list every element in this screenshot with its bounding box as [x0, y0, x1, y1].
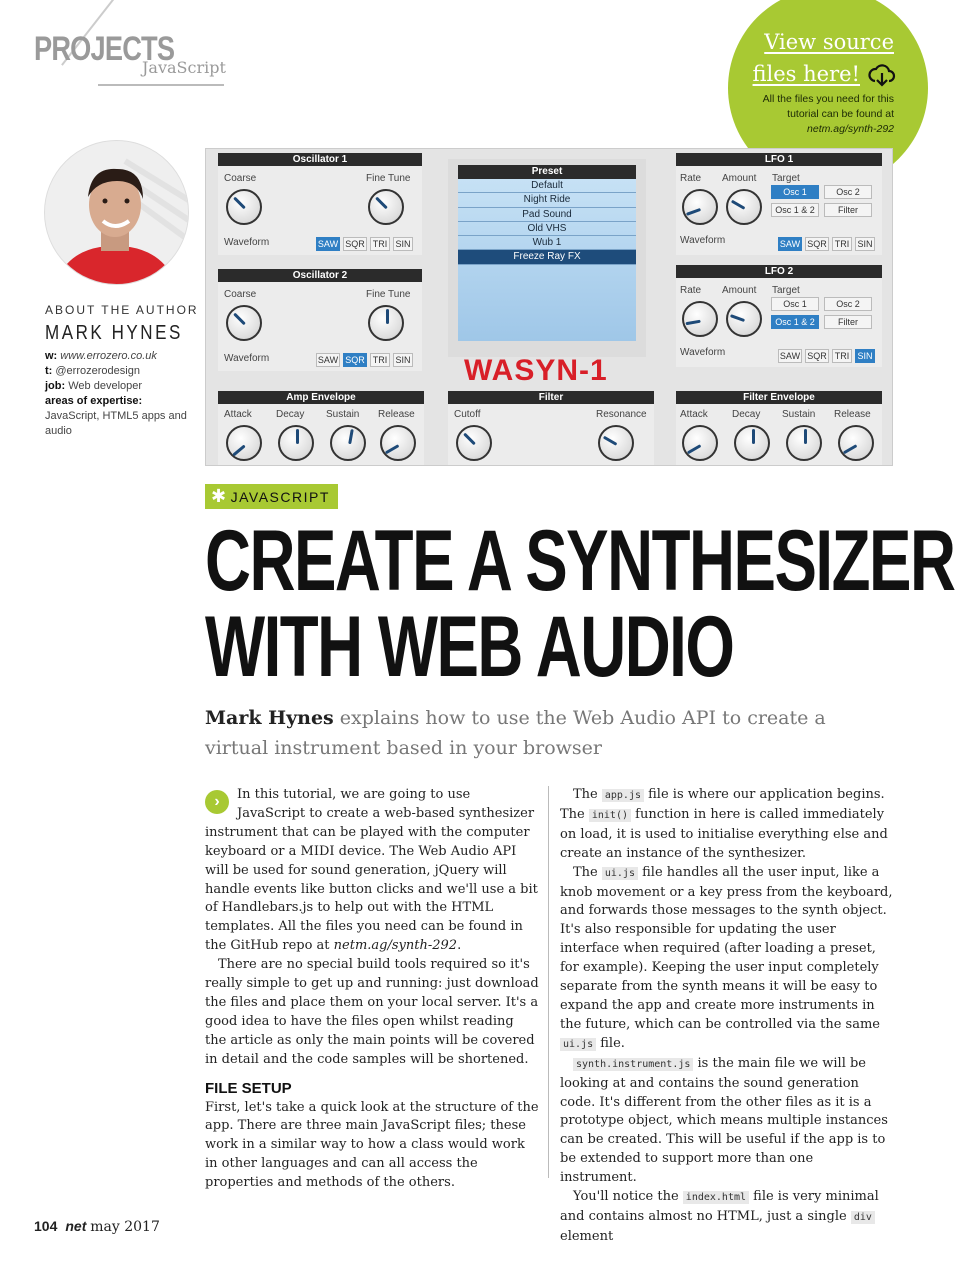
- panel-title: Filter: [448, 391, 654, 404]
- code-snippet: div: [851, 1211, 875, 1224]
- preset-item[interactable]: Wub 1: [458, 236, 636, 250]
- decay-label: Decay: [732, 409, 761, 420]
- paragraph: There are no special build tools required so it's really simple to get up and running: just download the files and place them on your local server. It's a good idea to have the files open whilst reading the article as only the main points will be covered in detail and the code samples will be shortened.: [205, 957, 539, 1067]
- filter-envelope-panel: [676, 391, 882, 465]
- rate-knob[interactable]: [682, 189, 718, 225]
- target-label: Target: [772, 285, 800, 296]
- sustain-knob[interactable]: [786, 425, 822, 461]
- wave-sqr-button[interactable]: SQR: [343, 353, 367, 367]
- expertise-label: areas of expertise:: [45, 395, 143, 407]
- preset-panel: [448, 159, 646, 357]
- wave-sqr-button[interactable]: SQR: [343, 237, 367, 251]
- oscillator-2-panel: [218, 269, 422, 371]
- author-twitter[interactable]: @errozerodesign: [55, 365, 140, 377]
- magazine-name: net: [65, 1218, 87, 1234]
- amount-knob[interactable]: [726, 189, 762, 225]
- fine-tune-knob[interactable]: [368, 189, 404, 225]
- wave-sin-button[interactable]: SIN: [393, 237, 413, 251]
- release-knob[interactable]: [380, 425, 416, 461]
- target-label: Target: [772, 173, 800, 184]
- repo-link[interactable]: netm.ag/synth-292: [333, 938, 458, 954]
- code-snippet: init(): [589, 809, 631, 822]
- page-footer: [34, 1218, 160, 1235]
- web-label: w:: [45, 350, 58, 362]
- section-rule: [98, 84, 224, 86]
- resonance-label: Resonance: [596, 409, 647, 420]
- synth-logo: WASYN-1: [464, 354, 608, 387]
- issue-date: may 2017: [90, 1219, 160, 1235]
- target-filter-button[interactable]: Filter: [824, 203, 872, 217]
- twitter-label: t:: [45, 365, 53, 377]
- wave-tri-button[interactable]: TRI: [832, 237, 852, 251]
- sustain-knob[interactable]: [330, 425, 366, 461]
- article-headline: [205, 513, 955, 695]
- waveform-label: Waveform: [224, 237, 270, 248]
- preset-item[interactable]: Pad Sound: [458, 208, 636, 222]
- author-details: [45, 349, 195, 439]
- coarse-knob[interactable]: [226, 189, 262, 225]
- release-label: Release: [378, 409, 415, 420]
- category-tag-label: JAVASCRIPT: [230, 489, 330, 505]
- cutoff-label: Cutoff: [454, 409, 481, 420]
- wave-saw-button[interactable]: SAW: [317, 355, 339, 365]
- wave-sin-button[interactable]: SIN: [855, 237, 875, 251]
- callout-note: [744, 92, 894, 137]
- author-avatar: [44, 140, 189, 285]
- preset-item[interactable]: Default: [458, 179, 636, 193]
- waveform-label: Waveform: [680, 347, 726, 358]
- release-knob[interactable]: [838, 425, 874, 461]
- fine-tune-label: Fine Tune: [366, 173, 411, 184]
- panel-title: Filter Envelope: [676, 391, 882, 404]
- amount-knob[interactable]: [726, 301, 762, 337]
- wave-saw-button[interactable]: SAW: [317, 239, 339, 249]
- rate-label: Rate: [680, 173, 702, 184]
- body-column-1: [205, 786, 539, 1193]
- attack-knob[interactable]: [682, 425, 718, 461]
- code-snippet: app.js: [602, 789, 644, 802]
- attack-knob[interactable]: [226, 425, 262, 461]
- wave-saw-button[interactable]: SAW: [779, 239, 801, 249]
- code-snippet: ui.js: [560, 1038, 596, 1051]
- wave-sin-button[interactable]: SIN: [393, 353, 413, 367]
- code-snippet: index.html: [683, 1191, 749, 1204]
- job-label: job:: [45, 380, 66, 392]
- column-divider: [548, 786, 549, 1178]
- target-osc2-button[interactable]: Osc 2: [824, 185, 872, 199]
- wave-sqr-button[interactable]: SQR: [805, 349, 829, 363]
- amp-envelope-panel: [218, 391, 424, 465]
- download-cloud-icon[interactable]: [868, 62, 896, 88]
- callout-link[interactable]: netm.ag/synth-292: [807, 123, 894, 135]
- wave-tri-button[interactable]: TRI: [832, 349, 852, 363]
- panel-title: Oscillator 1: [218, 153, 422, 166]
- target-osc1-button[interactable]: Osc 1: [771, 185, 819, 199]
- wave-sqr-button[interactable]: SQR: [805, 237, 829, 251]
- coarse-label: Coarse: [224, 173, 257, 184]
- wave-saw-button[interactable]: SAW: [779, 351, 801, 361]
- paragraph: The app.js file is where our application begins. The init() function in here is called immediately on load, it is used to initialise everything else and create an instance of the synthesizer.: [560, 787, 888, 861]
- preset-item[interactable]: Night Ride: [458, 193, 636, 207]
- decay-knob[interactable]: [734, 425, 770, 461]
- synth-screenshot: [205, 148, 893, 466]
- decay-knob[interactable]: [278, 425, 314, 461]
- coarse-label: Coarse: [224, 289, 257, 300]
- preset-item-selected[interactable]: Freeze Ray FX: [458, 250, 636, 264]
- target-osc12-button[interactable]: Osc 1 & 2: [771, 203, 819, 217]
- callout-note-text: All the files you need for this tutorial can be found at: [762, 93, 894, 120]
- wave-tri-button[interactable]: TRI: [370, 237, 390, 251]
- panel-title: LFO 2: [676, 265, 882, 278]
- rate-label: Rate: [680, 285, 702, 296]
- page-number: 104: [34, 1218, 58, 1234]
- chevron-right-icon: ›: [205, 790, 229, 814]
- preset-list: [458, 179, 636, 341]
- decay-label: Decay: [276, 409, 305, 420]
- about-author-label: ABOUT THE AUTHOR: [45, 303, 199, 317]
- author-job: Web developer: [68, 380, 143, 392]
- section-topic: JavaScript: [142, 58, 226, 77]
- waveform-label: Waveform: [680, 235, 726, 246]
- paragraph: First, let's take a quick look at the structure of the app. There are three main JavaScript files; these work in a similar way to how a class would work in other languages and can all access the properties and methods of the others.: [205, 1099, 539, 1191]
- lfo-2-panel: [676, 265, 882, 367]
- paragraph: You'll notice the index.html file is very minimal and contains almost no HTML, just a single div element: [560, 1189, 879, 1244]
- attack-label: Attack: [680, 409, 708, 420]
- star-icon: ✱: [211, 486, 228, 506]
- body-column-2: [560, 786, 894, 1247]
- category-tag: [205, 484, 338, 509]
- amount-label: Amount: [722, 173, 757, 184]
- fine-tune-knob[interactable]: [368, 305, 404, 341]
- standfirst-author: Mark Hynes: [205, 707, 334, 729]
- panel-title: LFO 1: [676, 153, 882, 166]
- target-osc2-button[interactable]: Osc 2: [824, 297, 872, 311]
- rate-knob[interactable]: [682, 301, 718, 337]
- subheading: FILE SETUP: [205, 1079, 292, 1097]
- code-snippet: ui.js: [602, 867, 638, 880]
- headline-line-1: CREATE A SYNTHESIZER: [205, 513, 955, 609]
- resonance-knob[interactable]: [598, 425, 634, 461]
- fine-tune-label: Fine Tune: [366, 289, 411, 300]
- section-label: PROJECTS: [34, 30, 175, 68]
- sustain-label: Sustain: [782, 409, 816, 420]
- author-website[interactable]: www.errozero.co.uk: [60, 350, 157, 362]
- wave-sin-button[interactable]: SIN: [855, 349, 875, 363]
- author-expertise: JavaScript, HTML5 apps and audio: [45, 410, 187, 437]
- target-filter-button[interactable]: Filter: [824, 315, 872, 329]
- amount-label: Amount: [722, 285, 757, 296]
- attack-label: Attack: [224, 409, 252, 420]
- headline-line-2: WITH WEB AUDIO: [205, 599, 734, 695]
- callout-line-2[interactable]: files here!: [752, 62, 860, 86]
- code-snippet: synth.instrument.js: [573, 1058, 693, 1071]
- panel-title: Oscillator 2: [218, 269, 422, 282]
- target-osc1-button[interactable]: Osc 1: [771, 297, 819, 311]
- panel-title: Amp Envelope: [218, 391, 424, 404]
- preset-item[interactable]: Old VHS: [458, 222, 636, 236]
- paragraph: synth.instrument.js is the main file we will be looking at and contains the sound generation code. It's different from the other files as it is a prototype object, which means multiple instances can be created. This will be useful if the app is to be extended to support more than one instrument.: [560, 1055, 888, 1186]
- lfo-1-panel: [676, 153, 882, 255]
- waveform-label: Waveform: [224, 353, 270, 364]
- standfirst: [205, 703, 845, 763]
- release-label: Release: [834, 409, 871, 420]
- oscillator-1-panel: [218, 153, 422, 255]
- author-name: MARK HYNES: [45, 322, 183, 344]
- callout-line-1[interactable]: View source: [764, 30, 894, 54]
- sustain-label: Sustain: [326, 409, 360, 420]
- preset-title: Preset: [458, 165, 636, 179]
- filter-panel: [448, 391, 654, 465]
- standfirst-text: explains how to use the Web Audio API to create a virtual instrument based in your browser: [205, 707, 826, 759]
- cutoff-knob[interactable]: [456, 425, 492, 461]
- coarse-knob[interactable]: [226, 305, 262, 341]
- paragraph: The ui.js file handles all the user input, like a knob movement or a key press from the keyboard, and forwards those messages to the synth object. It's also responsible for updating the user interface when required (after loading a preset, for example). Keeping the user input completely separate from the synth means it will be easy to expand the app and create more instruments in the future, which can be controlled via the same ui.js file.: [560, 864, 893, 1051]
- target-osc12-button[interactable]: Osc 1 & 2: [771, 315, 819, 329]
- wave-tri-button[interactable]: TRI: [370, 353, 390, 367]
- paragraph: › In this tutorial, we are going to use JavaScript to create a web-based synthesizer instrument that can be played with the computer keyboard or a MIDI device. The Web Audio API will be used for sound generation, jQuery will handle events like button clicks and we'll use a bit of Handlebars.js to help out with the HTML templates. All the files you need can be found in the GitHub repo at netm.ag/synth-292.: [205, 787, 538, 954]
